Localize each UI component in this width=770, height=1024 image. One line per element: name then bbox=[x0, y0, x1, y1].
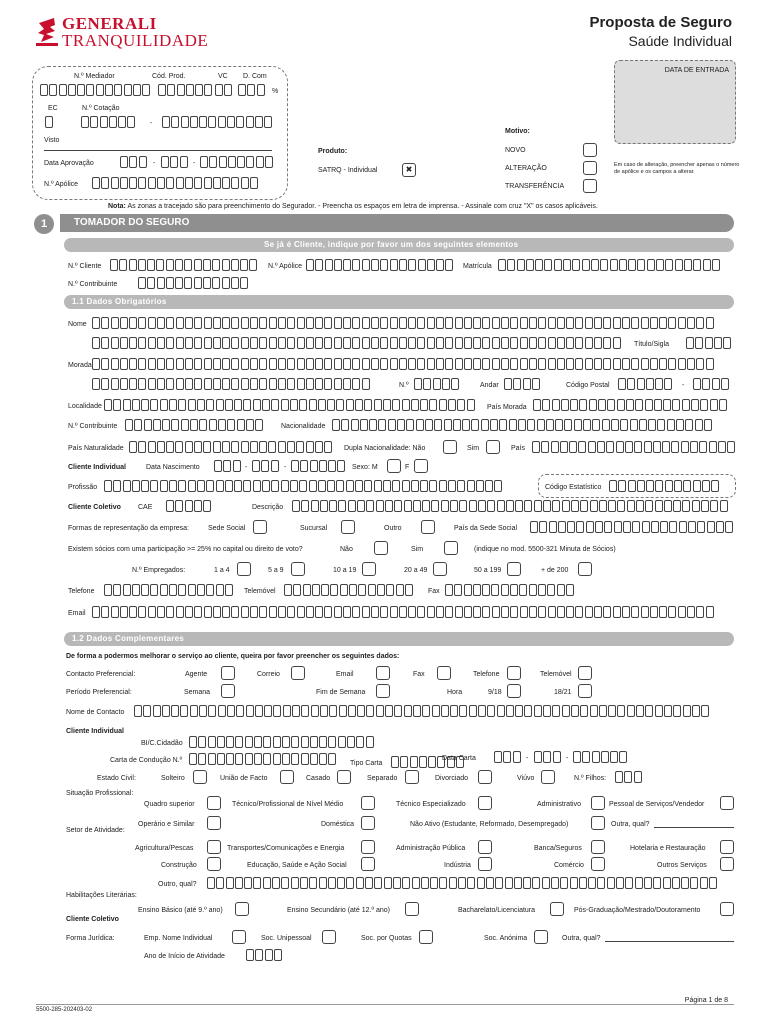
profissao-label: Profissão bbox=[68, 484, 98, 491]
sucursal-label: Sucursal bbox=[300, 525, 328, 532]
page-title: Proposta de Seguro bbox=[589, 14, 732, 31]
agricultura-label: Agricultura/Pescas bbox=[135, 845, 194, 852]
pais-nat-label: País Naturalidade bbox=[68, 445, 124, 452]
pais-morada-label: País Morada bbox=[487, 404, 527, 411]
pais-sede-label: País da Sede Social bbox=[454, 525, 518, 532]
sucursal-checkbox[interactable] bbox=[341, 520, 355, 534]
periodo-semana-label: Semana bbox=[184, 689, 211, 696]
outra-qual2-line[interactable] bbox=[605, 941, 734, 942]
comp-cliente-individual: Cliente Individual bbox=[66, 728, 124, 735]
tecnico-prof-label: Técnico/Profissional de Nível Médio bbox=[232, 801, 344, 808]
data-carta-year[interactable] bbox=[573, 751, 629, 763]
emp-5-label: 50 a 199 bbox=[474, 567, 502, 574]
n-contribuinte-label: N.º Contribuinte bbox=[68, 281, 118, 288]
sede-social-label: Sede Social bbox=[208, 525, 246, 532]
administrativo-checkbox[interactable] bbox=[591, 796, 605, 810]
localidade-label: Localidade bbox=[68, 403, 102, 410]
nota-label: Nota: bbox=[108, 203, 126, 210]
situacao-label: Situação Profissional: bbox=[66, 790, 134, 797]
localidade-field[interactable] bbox=[104, 399, 476, 411]
construcao-label: Construção bbox=[161, 862, 197, 869]
data-nasc-month[interactable] bbox=[252, 460, 280, 472]
administrativo-label: Administrativo bbox=[537, 801, 581, 808]
nota-text: As zonas a tracejado são para preenchimento do Segurador. - Preencha os espaços em letra de imprensa. - Assinale com cruz "X" os casos aplicáveis. bbox=[127, 203, 598, 210]
motivo-transferencia-checkbox[interactable] bbox=[583, 179, 597, 193]
aprov-month[interactable] bbox=[161, 156, 189, 168]
soc-quotas-checkbox[interactable] bbox=[419, 930, 433, 944]
section-number bbox=[34, 214, 54, 234]
dupla-pais-field[interactable] bbox=[532, 441, 737, 453]
section-header bbox=[60, 214, 734, 232]
pais-sede-field[interactable] bbox=[530, 521, 735, 533]
divorciado-label: Divorciado bbox=[435, 775, 469, 782]
dupla-pais-label: País bbox=[511, 445, 526, 452]
contacto-email-checkbox[interactable] bbox=[376, 666, 390, 680]
data-carta-dash-1: - bbox=[526, 755, 529, 762]
emp-nome-label: Emp. Nome Individual bbox=[144, 935, 213, 942]
contacto-agente-label: Agente bbox=[185, 671, 208, 678]
tecnico-esp-checkbox[interactable] bbox=[478, 796, 492, 810]
cliente-bar bbox=[64, 238, 734, 252]
emp-2-checkbox[interactable] bbox=[291, 562, 305, 576]
pos-checkbox[interactable] bbox=[720, 902, 734, 916]
matricula-field[interactable] bbox=[498, 259, 721, 271]
n-apolice-label: N.º Apólice bbox=[268, 263, 303, 270]
socios-sim-label: Sim bbox=[411, 546, 424, 553]
viuvo-checkbox[interactable] bbox=[541, 770, 555, 784]
transportes-label: Transportes/Comunicações e Energia bbox=[227, 845, 345, 852]
brand-line-2: TRANQUILIDADE bbox=[62, 31, 209, 50]
fax-label: Fax bbox=[428, 588, 440, 595]
data-carta-day[interactable] bbox=[494, 751, 522, 763]
solteiro-checkbox[interactable] bbox=[193, 770, 207, 784]
divorciado-checkbox[interactable] bbox=[478, 770, 492, 784]
percent-sign: % bbox=[272, 88, 279, 95]
cotacao-label: N.º Cotação bbox=[82, 105, 120, 112]
banca-checkbox[interactable] bbox=[591, 840, 605, 854]
telemovel-label: Telemóvel bbox=[244, 588, 276, 595]
titulo-label: Título/Sigla bbox=[634, 341, 670, 348]
carta-field[interactable] bbox=[189, 753, 338, 765]
periodo-fim-semana-label: Fim de Semana bbox=[316, 689, 366, 696]
periodo-h2-label: 18/21 bbox=[554, 689, 572, 696]
cod-estat-field[interactable] bbox=[609, 480, 721, 492]
nome-contacto-label: Nome de Contacto bbox=[66, 709, 125, 716]
contacto-label: Contacto Preferencial: bbox=[66, 671, 136, 678]
produto-checkbox[interactable] bbox=[402, 163, 416, 177]
nao-ativo-checkbox[interactable] bbox=[591, 816, 605, 830]
emp-3-label: 10 a 19 bbox=[333, 567, 357, 574]
data-nasc-dash-2: - bbox=[284, 464, 287, 471]
cod-prod-field[interactable] bbox=[158, 84, 214, 96]
footer-code: 5500-285-202403-02 bbox=[36, 1007, 93, 1013]
numero-field[interactable] bbox=[414, 378, 460, 390]
cod-postal-a[interactable] bbox=[618, 378, 674, 390]
dupla-sim-checkbox[interactable] bbox=[486, 440, 500, 454]
empregados-label: N.º Empregados: bbox=[132, 567, 186, 574]
d-com-label: D. Com bbox=[243, 73, 267, 80]
contribuinte-field[interactable] bbox=[125, 419, 264, 431]
outra-qual-label: Outra, qual? bbox=[611, 821, 650, 828]
nacionalidade-field[interactable] bbox=[332, 419, 713, 431]
emp-1-checkbox[interactable] bbox=[237, 562, 251, 576]
periodo-semana-checkbox[interactable] bbox=[221, 684, 235, 698]
contribuinte-label: N.º Contribuinte bbox=[68, 423, 118, 430]
sexo-f-label: F bbox=[405, 464, 410, 471]
cliente-coletivo-label: Cliente Coletivo bbox=[68, 504, 121, 511]
soc-unip-checkbox[interactable] bbox=[322, 930, 336, 944]
nome-field-1[interactable] bbox=[92, 317, 715, 329]
bi-label: BI/C.Cidadão bbox=[141, 740, 183, 747]
motivo-alteracao-checkbox[interactable] bbox=[583, 161, 597, 175]
n-cliente-field[interactable] bbox=[110, 259, 259, 271]
transportes-checkbox[interactable] bbox=[361, 840, 375, 854]
data-entrada-label: DATA DE ENTRADA bbox=[664, 67, 729, 74]
bacharelato-checkbox[interactable] bbox=[550, 902, 564, 916]
check-mark-icon: ✖ bbox=[405, 165, 413, 174]
operario-label: Operário e Similar bbox=[138, 821, 195, 828]
tipo-carta-label: Tipo Carta bbox=[350, 760, 383, 767]
visto-label: Visto bbox=[44, 137, 60, 144]
separado-label: Separado bbox=[367, 775, 398, 782]
section-title: TOMADOR DO SEGURO bbox=[74, 217, 190, 228]
periodo-hora-label: Hora bbox=[447, 689, 463, 696]
domestica-checkbox[interactable] bbox=[361, 816, 375, 830]
habilitacoes-label: Habilitações Literárias: bbox=[66, 892, 137, 899]
n-apolice-field[interactable] bbox=[306, 259, 455, 271]
motivo-alteracao-label: ALTERAÇÃO bbox=[505, 165, 547, 172]
bacharelato-label: Bacharelato/Licenciatura bbox=[458, 907, 536, 914]
cod-postal-dash: - bbox=[682, 382, 685, 389]
ec-field[interactable] bbox=[45, 116, 54, 128]
outros-serv-checkbox[interactable] bbox=[720, 857, 734, 871]
secundario-checkbox[interactable] bbox=[405, 902, 419, 916]
matricula-label: Matrícula bbox=[463, 263, 492, 270]
emp-nome-checkbox[interactable] bbox=[232, 930, 246, 944]
ec-label: EC bbox=[48, 105, 58, 112]
outro-qual-field[interactable] bbox=[207, 877, 718, 889]
footer-page: Página 1 de 8 bbox=[684, 997, 728, 1004]
hotelaria-label: Hotelaria e Restauração bbox=[630, 845, 706, 852]
soc-anonima-checkbox[interactable] bbox=[534, 930, 548, 944]
produto-value: SATRQ - Individual bbox=[318, 167, 378, 174]
hotelaria-checkbox[interactable] bbox=[720, 840, 734, 854]
uniao-checkbox[interactable] bbox=[280, 770, 294, 784]
contacto-correio-label: Correio bbox=[257, 671, 280, 678]
dupla-sim-label: Sim bbox=[467, 445, 480, 452]
periodo-h1-checkbox[interactable] bbox=[507, 684, 521, 698]
footer-line bbox=[36, 1004, 734, 1005]
admin-publica-checkbox[interactable] bbox=[478, 840, 492, 854]
n-contribuinte-field[interactable] bbox=[138, 277, 250, 289]
sexo-m-checkbox[interactable] bbox=[387, 459, 401, 473]
socios-nao-checkbox[interactable] bbox=[374, 541, 388, 555]
contacto-email-label: Email bbox=[336, 671, 354, 678]
vc-field[interactable] bbox=[215, 84, 234, 96]
andar-field[interactable] bbox=[504, 378, 541, 390]
numero-label: N.º bbox=[399, 382, 409, 389]
carta-label: Carta de Condução N.º bbox=[110, 757, 183, 764]
outros-serv-label: Outros Serviços bbox=[657, 862, 707, 869]
apolice-field[interactable] bbox=[92, 177, 259, 189]
email-field[interactable] bbox=[92, 606, 715, 618]
data-entrada-box[interactable] bbox=[614, 60, 736, 144]
pessoal-checkbox[interactable] bbox=[720, 796, 734, 810]
aprov-year[interactable] bbox=[200, 156, 274, 168]
educacao-label: Educação, Saúde e Ação Social bbox=[247, 862, 347, 869]
motivo-label: Motivo: bbox=[505, 128, 530, 135]
emp-4-label: 20 a 49 bbox=[404, 567, 428, 574]
viuvo-label: Viúvo bbox=[517, 775, 535, 782]
fax-field[interactable] bbox=[445, 584, 575, 596]
emp-2-label: 5 a 9 bbox=[268, 567, 284, 574]
produto-label: Produto: bbox=[318, 148, 348, 155]
comp-intro: De forma a podermos melhorar o serviço ao cliente, queira por favor preencher os seguintes dados: bbox=[66, 653, 400, 660]
cae-field[interactable] bbox=[166, 500, 212, 512]
domestica-label: Doméstica bbox=[321, 821, 355, 828]
uniao-label: União de Facto bbox=[220, 775, 268, 782]
email-label: Email bbox=[68, 610, 86, 617]
nota bbox=[108, 202, 598, 211]
cod-prod-label: Cód. Prod. bbox=[152, 73, 186, 80]
nome-field-2[interactable] bbox=[92, 337, 622, 349]
cod-postal-b[interactable] bbox=[693, 378, 730, 390]
socios-indique: (indique no mod. 5500-321 Minuta de Sócios) bbox=[474, 546, 616, 553]
construcao-checkbox[interactable] bbox=[207, 857, 221, 871]
separado-checkbox[interactable] bbox=[405, 770, 419, 784]
cod-postal-label: Código Postal bbox=[566, 382, 610, 389]
dupla-label: Dupla Nacionalidade: Não bbox=[344, 445, 426, 452]
estado-civil-label: Estado Civil: bbox=[97, 775, 136, 782]
formas-label: Formas de representação da empresa: bbox=[68, 525, 190, 532]
industria-label: Indústria bbox=[444, 862, 471, 869]
cliente-individual-label: Cliente Individual bbox=[68, 464, 126, 471]
emp-5-checkbox[interactable] bbox=[507, 562, 521, 576]
pessoal-label: Pessoal de Serviços/Vendedor bbox=[609, 801, 705, 808]
d-com-field[interactable] bbox=[238, 84, 266, 96]
visto-line[interactable] bbox=[44, 150, 272, 151]
cotacao-field-b[interactable] bbox=[162, 116, 274, 128]
operario-checkbox[interactable] bbox=[207, 816, 221, 830]
basico-label: Ensino Básico (até 9.º ano) bbox=[138, 907, 223, 914]
cae-label: CAE bbox=[138, 504, 153, 511]
casado-label: Casado bbox=[306, 775, 331, 782]
sexo-label: Sexo: M bbox=[352, 464, 378, 471]
nome-contacto-field[interactable] bbox=[134, 705, 710, 717]
telefone-field[interactable] bbox=[104, 584, 234, 596]
filhos-label: N.º Filhos: bbox=[574, 775, 607, 782]
soc-quotas-label: Soc. por Quotas bbox=[361, 935, 412, 942]
titulo-field[interactable] bbox=[686, 337, 732, 349]
aprov-dash-2: - bbox=[193, 160, 196, 167]
data-aprovacao-label: Data Aprovação bbox=[44, 160, 94, 167]
emp-4-checkbox[interactable] bbox=[433, 562, 447, 576]
data-nasc-year[interactable] bbox=[291, 460, 347, 472]
tecnico-prof-checkbox[interactable] bbox=[361, 796, 375, 810]
quadro-label: Quadro superior bbox=[144, 801, 195, 808]
basico-checkbox[interactable] bbox=[235, 902, 249, 916]
data-carta-label: Data Carta bbox=[442, 755, 476, 762]
setor-label: Setor de Atividade: bbox=[66, 827, 125, 834]
pais-morada-field[interactable] bbox=[533, 399, 728, 411]
solteiro-label: Solteiro bbox=[161, 775, 185, 782]
contacto-correio-checkbox[interactable] bbox=[291, 666, 305, 680]
morada-field-1[interactable] bbox=[92, 358, 715, 370]
data-carta-dash-2: - bbox=[566, 755, 569, 762]
outro-label: Outro bbox=[384, 525, 402, 532]
contacto-telemovel-label: Telemóvel bbox=[540, 671, 572, 678]
apolice-label: N.º Apólice bbox=[44, 181, 79, 188]
dados-obrigatorios-title: 1.1 Dados Obrigatórios bbox=[72, 297, 167, 306]
socios-sim-checkbox[interactable] bbox=[444, 541, 458, 555]
data-nasc-day[interactable] bbox=[214, 460, 242, 472]
industria-checkbox[interactable] bbox=[478, 857, 492, 871]
admin-publica-label: Administração Pública bbox=[396, 845, 466, 852]
tecnico-esp-label: Técnico Especializado bbox=[396, 801, 466, 808]
motivo-transferencia-label: TRANSFERÊNCIA bbox=[505, 183, 565, 190]
contacto-fax-checkbox[interactable] bbox=[437, 666, 451, 680]
comercio-checkbox[interactable] bbox=[591, 857, 605, 871]
periodo-label: Período Preferencial: bbox=[66, 689, 132, 696]
periodo-h1-label: 9/18 bbox=[488, 689, 502, 696]
motivo-note: Em caso de alteração, preencher apenas o número de apólice e os campos a alterar. bbox=[614, 162, 740, 175]
cod-estat-label: Código Estatístico bbox=[545, 484, 602, 491]
casado-checkbox[interactable] bbox=[337, 770, 351, 784]
outra-qual-line[interactable] bbox=[654, 827, 734, 828]
outra-qual2-label: Outra, qual? bbox=[562, 935, 601, 942]
contacto-telefone-label: Telefone bbox=[473, 671, 500, 678]
cotacao-field-a[interactable] bbox=[81, 116, 137, 128]
agricultura-checkbox[interactable] bbox=[207, 840, 221, 854]
ano-inicio-label: Ano de Início de Atividade bbox=[144, 953, 225, 960]
motivo-novo-checkbox[interactable] bbox=[583, 143, 597, 157]
bi-field[interactable] bbox=[189, 736, 375, 748]
socios-label: Existem sócios com uma participação >= 25% no capital ou direito de voto? bbox=[68, 546, 303, 553]
profissao-field[interactable] bbox=[104, 480, 504, 492]
emp-1-label: 1 a 4 bbox=[214, 567, 230, 574]
educacao-checkbox[interactable] bbox=[361, 857, 375, 871]
comp-cliente-coletivo: Cliente Coletivo bbox=[66, 916, 119, 923]
ano-inicio-field[interactable] bbox=[246, 949, 283, 961]
n-cliente-label: N.º Cliente bbox=[68, 263, 102, 270]
mediador-field[interactable] bbox=[40, 84, 152, 96]
lion-icon bbox=[36, 15, 58, 47]
motivo-novo-label: NOVO bbox=[505, 147, 526, 154]
soc-anonima-label: Soc. Anónima bbox=[484, 935, 528, 942]
morada-field-2[interactable] bbox=[92, 378, 371, 390]
andar-label: Andar bbox=[480, 382, 499, 389]
contacto-fax-label: Fax bbox=[413, 671, 425, 678]
contacto-agente-checkbox[interactable] bbox=[221, 666, 235, 680]
nome-label: Nome bbox=[68, 321, 87, 328]
telefone-label: Telefone bbox=[68, 588, 95, 595]
dupla-nao-checkbox[interactable] bbox=[443, 440, 457, 454]
periodo-h2-checkbox[interactable] bbox=[578, 684, 592, 698]
vc-label: VC bbox=[218, 73, 228, 80]
data-nasc-dash-1: - bbox=[245, 464, 248, 471]
telemovel-field[interactable] bbox=[284, 584, 414, 596]
outro-checkbox[interactable] bbox=[421, 520, 435, 534]
sexo-f-checkbox[interactable] bbox=[414, 459, 428, 473]
secundario-label: Ensino Secundário (até 12.º ano) bbox=[287, 907, 390, 914]
dados-obrigatorios-bar bbox=[64, 295, 734, 309]
banca-label: Banca/Seguros bbox=[534, 845, 582, 852]
pais-nat-field[interactable] bbox=[129, 441, 334, 453]
emp-3-checkbox[interactable] bbox=[362, 562, 376, 576]
outro-qual-label: Outro, qual? bbox=[158, 881, 197, 888]
data-nasc-label: Data Nascimento bbox=[146, 464, 200, 471]
cliente-bar-text: Se já é Cliente, indique por favor um dos seguintes elementos bbox=[264, 240, 519, 249]
nacionalidade-label: Nacionalidade bbox=[281, 423, 326, 430]
mediador-label: N.º Mediador bbox=[74, 73, 115, 80]
data-carta-month[interactable] bbox=[534, 751, 562, 763]
section-number-text: 1 bbox=[40, 218, 48, 230]
socios-nao-label: Não bbox=[340, 546, 353, 553]
comercio-label: Comércio bbox=[554, 862, 584, 869]
aprov-day[interactable] bbox=[120, 156, 148, 168]
dados-complementares-title: 1.2 Dados Complementares bbox=[72, 634, 185, 643]
aprov-dash-1: - bbox=[153, 160, 156, 167]
contacto-telemovel-checkbox[interactable] bbox=[578, 666, 592, 680]
periodo-fim-semana-checkbox[interactable] bbox=[376, 684, 390, 698]
pos-label: Pós-Graduação/Mestrado/Doutoramento bbox=[574, 907, 701, 914]
sede-social-checkbox[interactable] bbox=[253, 520, 267, 534]
filhos-field[interactable] bbox=[615, 771, 643, 783]
descricao-field[interactable] bbox=[292, 500, 729, 512]
forma-juridica-label: Forma Jurídica: bbox=[66, 935, 115, 942]
nao-ativo-label: Não Ativo (Estudante, Reformado, Desempregado) bbox=[410, 821, 569, 828]
descricao-label: Descrição bbox=[252, 504, 284, 511]
page-subtitle: Saúde Individual bbox=[628, 33, 732, 49]
cotacao-dash: - bbox=[150, 120, 153, 127]
brand-logo bbox=[36, 15, 236, 51]
emp-6-label: + de 200 bbox=[541, 567, 569, 574]
contacto-telefone-checkbox[interactable] bbox=[507, 666, 521, 680]
soc-unip-label: Soc. Unipessoal bbox=[261, 935, 312, 942]
quadro-checkbox[interactable] bbox=[207, 796, 221, 810]
morada-label: Morada bbox=[68, 362, 92, 369]
brand-line-1: GENERALI bbox=[62, 14, 157, 33]
dados-complementares-bar bbox=[64, 632, 734, 646]
emp-6-checkbox[interactable] bbox=[578, 562, 592, 576]
